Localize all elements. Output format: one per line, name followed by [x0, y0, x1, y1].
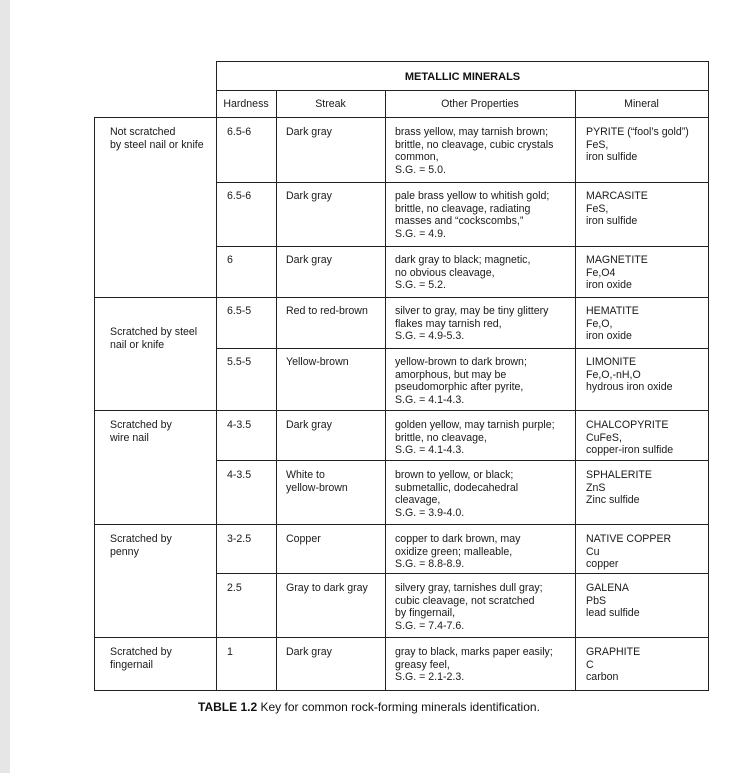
group-label: Scratched by fingernail	[110, 646, 172, 671]
streak-cell: Gray to dark gray	[286, 582, 368, 594]
group-divider	[94, 410, 709, 411]
mineral-cell: HEMATITE Fe,O, iron oxide	[586, 305, 639, 343]
hardness-cell: 6.5-5	[227, 305, 252, 317]
properties-cell: gray to black, marks paper easily; greasy feel, S.G. = 2.1-2.3.	[395, 646, 553, 684]
group-divider	[94, 637, 709, 638]
mineral-cell: GRAPHITE C carbon	[586, 646, 641, 684]
mineral-cell: CHALCOPYRITE CuFeS, copper-iron sulfide	[586, 419, 674, 457]
properties-cell: dark gray to black; magnetic, no obvious cleavage, S.G. = 5.2.	[395, 254, 531, 292]
hardness-cell: 6.5-6	[227, 190, 252, 202]
hardness-cell: 4-3.5	[227, 419, 252, 431]
header-hardness: Hardness	[223, 98, 269, 110]
properties-cell: yellow-brown to dark brown; amorphous, but may be pseudomorphic after pyrite, S.G. = 4.1-4.3.	[395, 356, 527, 406]
row-divider	[216, 348, 709, 349]
table-title: METALLIC MINERALS	[404, 71, 521, 83]
hardness-cell: 1	[227, 646, 233, 658]
rule-col	[385, 90, 386, 691]
rule-top	[216, 61, 709, 62]
header-other-properties: Other Properties	[441, 98, 519, 110]
streak-cell: Dark gray	[286, 419, 332, 431]
row-divider	[216, 460, 709, 461]
caption-label: TABLE 1.2	[198, 700, 258, 714]
row-divider	[216, 246, 709, 247]
rule-col	[276, 90, 277, 691]
header-mineral: Mineral	[624, 98, 659, 110]
rule-title	[216, 90, 709, 91]
page-margin	[0, 0, 10, 773]
streak-cell: Copper	[286, 533, 321, 545]
streak-cell: Yellow-brown	[286, 356, 349, 368]
rule-header	[94, 117, 709, 118]
hardness-cell: 6.5-6	[227, 126, 252, 138]
group-label: Not scratched by steel nail or knife	[110, 126, 204, 151]
streak-cell: Dark gray	[286, 126, 332, 138]
document-page	[10, 0, 752, 773]
streak-cell: Dark gray	[286, 190, 332, 202]
caption-text: Key for common rock-forming minerals identification.	[260, 700, 540, 714]
row-divider	[216, 573, 709, 574]
properties-cell: golden yellow, may tarnish purple; brittle, no cleavage, S.G. = 4.1-4.3.	[395, 419, 555, 457]
properties-cell: copper to dark brown, may oxidize green; malleable, S.G. = 8.8-8.9.	[395, 533, 521, 571]
properties-cell: brass yellow, may tarnish brown; brittle, no cleavage, cubic crystals common, S.G. = 5.0.	[395, 126, 554, 176]
header-streak: Streak	[315, 98, 346, 110]
row-divider	[216, 182, 709, 183]
rule-bottom	[94, 690, 709, 691]
hardness-cell: 6	[227, 254, 233, 266]
hardness-cell: 5.5-5	[227, 356, 252, 368]
rule-col	[575, 90, 576, 691]
table-caption	[198, 700, 540, 714]
streak-cell: White to yellow-brown	[286, 469, 348, 494]
rule-right	[708, 61, 709, 691]
mineral-cell: MARCASITE FeS, iron sulfide	[586, 190, 648, 228]
mineral-cell: LIMONITE Fe,O,-nH,O hydrous iron oxide	[586, 356, 673, 394]
mineral-cell: NATIVE COPPER Cu copper	[586, 533, 672, 571]
hardness-cell: 3-2.5	[227, 533, 252, 545]
properties-cell: silver to gray, may be tiny glittery flakes may tarnish red, S.G. = 4.9-5.3.	[395, 305, 549, 343]
properties-cell: silvery gray, tarnishes dull gray; cubic cleavage, not scratched by fingernail, S.G. = 7.4-7.6.	[395, 582, 543, 632]
mineral-cell: PYRITE (“fool’s gold”) FeS, iron sulfide	[586, 126, 689, 164]
group-divider	[94, 524, 709, 525]
streak-cell: Dark gray	[286, 254, 332, 266]
group-divider	[94, 297, 709, 298]
group-label: Scratched by steel nail or knife	[110, 326, 198, 351]
streak-cell: Red to red-brown	[286, 305, 368, 317]
properties-cell: brown to yellow, or black; submetallic, dodecahedral cleavage, S.G. = 3.9-4.0.	[395, 469, 519, 519]
hardness-cell: 4-3.5	[227, 469, 252, 481]
group-label: Scratched by wire nail	[110, 419, 172, 444]
properties-cell: pale brass yellow to whitish gold; brittle, no cleavage, radiating masses and “cockscombs,” S.G. = 4.9.	[395, 190, 550, 240]
mineral-cell: MAGNETITE Fe,O4 iron oxide	[586, 254, 648, 292]
hardness-cell: 2.5	[227, 582, 242, 594]
mineral-cell: SPHALERITE ZnS Zinc sulfide	[586, 469, 652, 507]
rule-left	[94, 117, 95, 691]
streak-cell: Dark gray	[286, 646, 332, 658]
mineral-cell: GALENA PbS lead sulfide	[586, 582, 640, 620]
group-label: Scratched by penny	[110, 533, 172, 558]
rule-col	[216, 61, 217, 691]
